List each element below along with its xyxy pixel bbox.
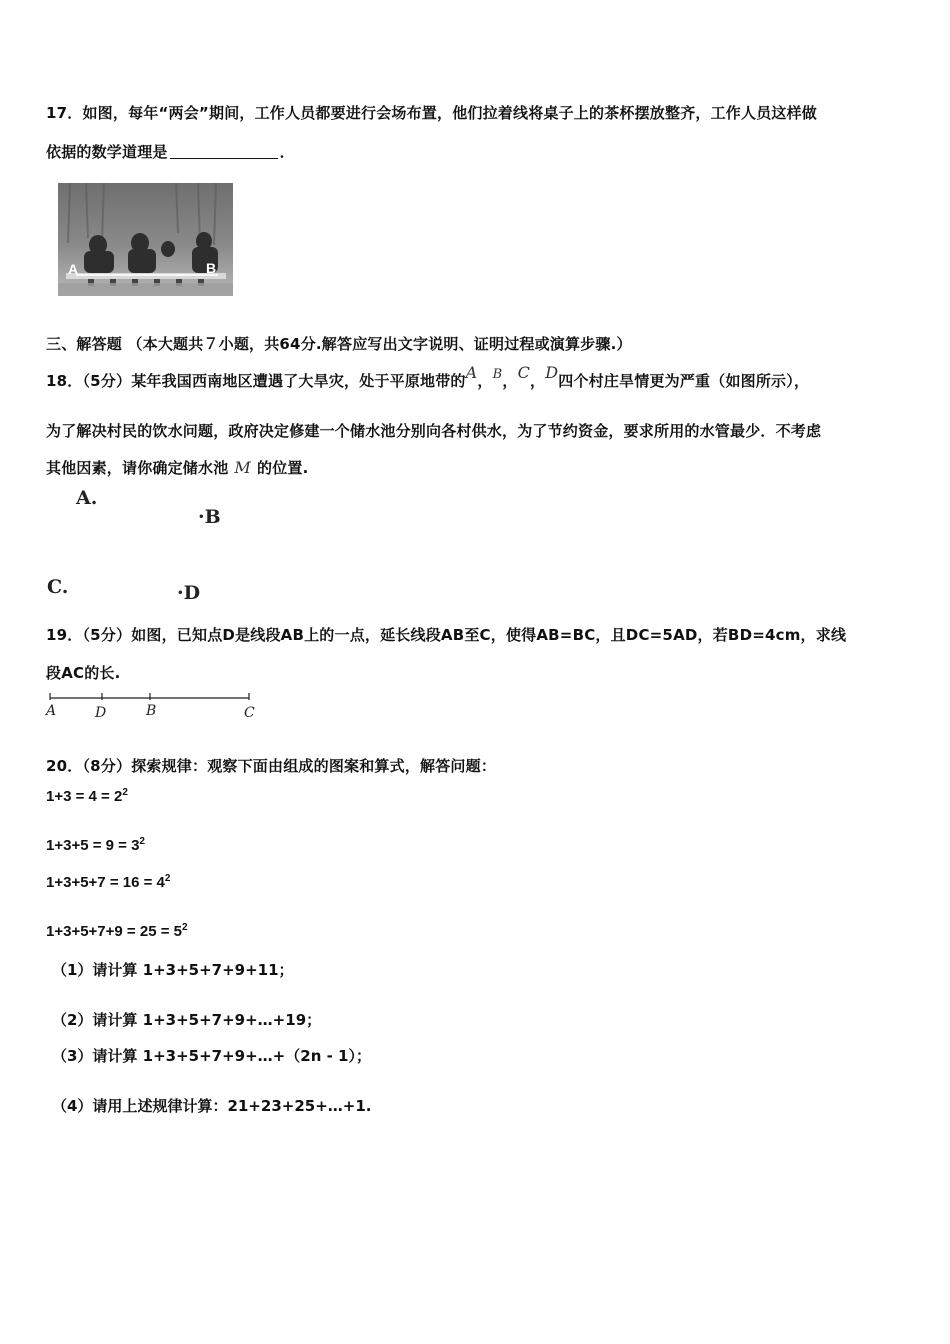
village-point-a: A. [76, 487, 98, 509]
formula-2-lhs: 1+3+5 = 9 = 3 [46, 837, 140, 854]
q18-var-c: C [517, 363, 531, 382]
formula-4 [46, 922, 188, 940]
segment-label-c: C [244, 705, 255, 721]
q20-sub2: （2）请计算 1+3+5+7+9+…+19； [52, 1011, 322, 1029]
q18-line3 [46, 457, 309, 478]
q18-sep-2: ， [502, 372, 518, 390]
photo-floor [58, 283, 233, 296]
village-point-c: C. [47, 576, 69, 598]
q19-line1: 19．（5分）如图，已知点D是线段AB上的一点，延长线段AB至C，使得AB=BC，且DC=5AD，若BD=4cm，求线 [46, 626, 847, 644]
formula-4-exponent: 2 [181, 922, 188, 933]
q18-suffix: 四个村庄旱情更为严重（如图所示）， [558, 372, 810, 390]
q18-sep-3: ， [530, 372, 546, 390]
q18-line1 [46, 363, 810, 391]
photo-label-b: B [206, 260, 217, 276]
q18-line2: 为了解决村民的饮水问题，政府决定修建一个储水池分别向各村供水，为了节约资金，要求所用的水管最少．不考虑 [46, 422, 822, 440]
formula-2 [46, 836, 145, 854]
village-point-b: ·B [198, 506, 221, 528]
segment-diagram [44, 688, 264, 724]
q18-line3-prefix: 其他因素，请你确定储水池 [46, 459, 229, 477]
q17-line2-prefix: 依据的数学道理是 [46, 143, 168, 161]
q17-line2 [46, 141, 295, 162]
segment-label-b: B [146, 703, 157, 719]
q17-line2-suffix: ． [279, 143, 295, 161]
q20-title: 20．（8分）探索规律：观察下面由组成的图案和算式，解答问题： [46, 757, 497, 775]
q18-sep-1: ， [477, 372, 493, 390]
photo-table [66, 273, 226, 279]
segment-label-a: A [46, 703, 57, 719]
formula-3-exponent: 2 [164, 873, 171, 884]
q20-sub4: （4）请用上述规律计算：21+23+25+…+1. [52, 1097, 372, 1115]
q18-var-d: D [545, 363, 559, 382]
formula-1-lhs: 1+3 = 4 = 2 [46, 788, 123, 805]
q18-var-b: B [492, 367, 503, 382]
q20-sub3: （3）请计算 1+3+5+7+9+…+（2n - 1）； [52, 1047, 371, 1065]
formula-1 [46, 787, 128, 805]
photo-label-a: A [68, 261, 79, 277]
formula-3 [46, 873, 170, 891]
formula-4-lhs: 1+3+5+7+9 = 25 = 5 [46, 923, 182, 940]
village-point-d: ·D [177, 582, 201, 604]
formula-2-exponent: 2 [139, 836, 145, 847]
q17-line1: 17．如图，每年“两会”期间，工作人员都要进行会场布置，他们拉着线将桌子上的茶杯摆放整齐，工作人员这样做 [46, 104, 817, 122]
segment-label-d: D [95, 705, 107, 721]
meeting-photo [58, 183, 233, 296]
formula-1-exponent: 2 [122, 787, 128, 798]
q18-var-a: A [465, 363, 478, 382]
section3-title: 三、解答题 （本大题共７小题，共64分.解答应写出文字说明、证明过程或演算步骤.） [46, 335, 632, 353]
q18-prefix: 18．（5分）某年我国西南地区遭遇了大旱灾，处于平原地带的 [46, 372, 466, 390]
formula-3-lhs: 1+3+5+7 = 16 = 4 [46, 874, 165, 891]
q19-line2: 段AC的长. [46, 664, 121, 682]
answer-blank [170, 144, 278, 159]
q18-line3-suffix: 的位置. [257, 459, 309, 477]
q20-sub1: （1）请计算 1+3+5+7+9+11； [52, 961, 294, 979]
q18-var-m: M [234, 458, 251, 477]
